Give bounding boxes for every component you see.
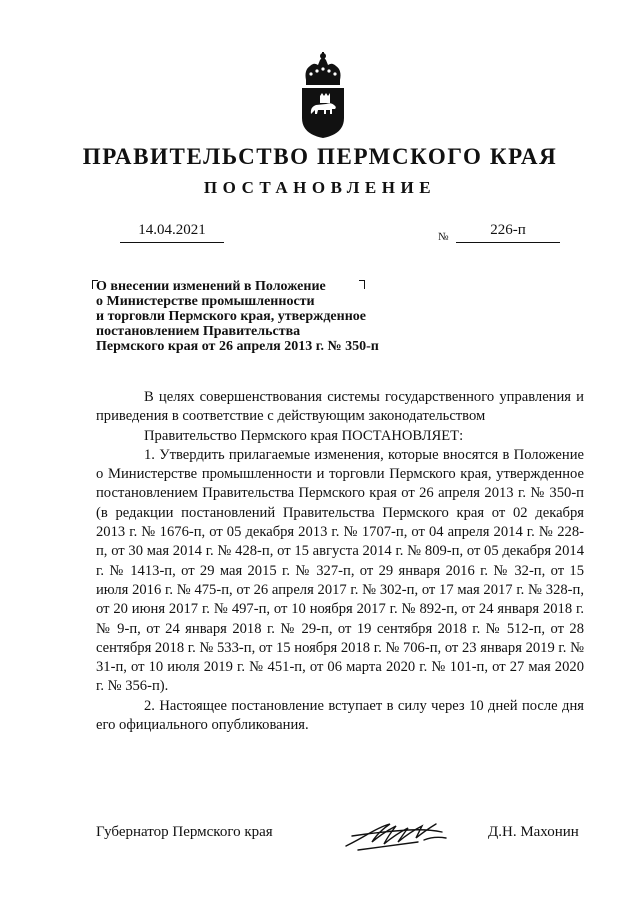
subject-line: Пермского края от 26 апреля 2013 г. № 350-п — [96, 339, 379, 354]
subject-line: о Министерстве промышленности — [96, 294, 315, 309]
subject-line: О внесении изменений в Положение — [96, 279, 326, 294]
signatory-name: Д.Н. Махонин — [488, 824, 579, 840]
signatory-title: Губернатор Пермского края — [96, 824, 273, 840]
government-title: ПРАВИТЕЛЬСТВО ПЕРМСКОГО КРАЯ — [82, 144, 558, 169]
number-sign: № — [438, 231, 449, 243]
date-underline — [120, 242, 224, 243]
clause-2-paragraph: 2. Настоящее постановление вступает в силу через 10 дней после дня его официального опубликования. — [96, 697, 584, 734]
document-date: 14.04.2021 — [138, 222, 206, 238]
coat-of-arms-icon — [296, 52, 350, 140]
preamble-paragraph: В целях совершенствования системы государственного управления и приведения в соответствие с действующим законодательством — [96, 389, 584, 425]
document-subject — [96, 279, 426, 354]
subject-line: и торговли Пермского края, утвержденное — [96, 309, 366, 324]
number-underline — [456, 242, 560, 243]
document-type: ПОСТАНОВЛЕНИЕ — [203, 178, 437, 197]
clause-1-paragraph: 1. Утвердить прилагаемые изменения, которые вносятся в Положение о Министерстве промышленности и торговли Пермского края, утвержденное постановлением Правительства Пермского края от 26 апреля 2013 г. № 350-п (в редакции постановлений Правительства Пермского края от 02 декабря 2013 г. № 1676-п, от 05 декабря 2013 г. № 1707-п, от 04 апреля 2014 г. № 228-п, от 30 мая 2014 г. № 428-п, от 15 августа 2014 г. № 809-п, от 05 декабря 2014 г. № 1413-п, от 29 мая 2015 г. № 327-п, от 29 января 2016 г. № 32-п, от 15 июля 2016 г. № 475-п, от 26 апреля 2017 г. № 302-п, от 17 мая 2017 г. № 328-п, от 20 июня 2017 г. № 497-п, от 10 ноября 2017 г. № 892-п, от 24 января 2018 г. № 9-п, от 24 января 2018 г. № 29-п, от 19 сентября 2018 г. № 512-п, от 28 сентября 2018 г. № 533-п, от 15 ноября 2018 г. № 706-п, от 23 января 2019 г. № 31-п, от 10 июля 2019 г. № 451-п, от 06 марта 2020 г. № 101-п, от 27 мая 2020 г. № 356-п). — [96, 446, 584, 695]
handwritten-signature-icon — [338, 812, 450, 856]
resolves-paragraph: Правительство Пермского края ПОСТАНОВЛЯЕТ: — [144, 427, 464, 444]
document-number: 226-п — [490, 222, 526, 238]
document-body — [96, 388, 584, 735]
subject-line: постановлением Правительства — [96, 324, 301, 339]
